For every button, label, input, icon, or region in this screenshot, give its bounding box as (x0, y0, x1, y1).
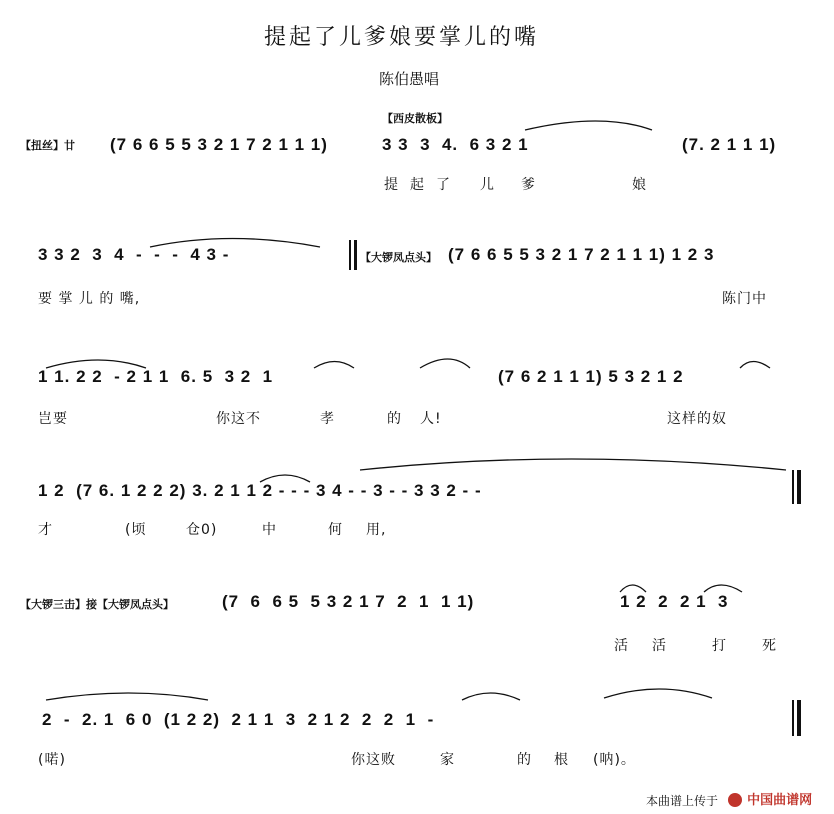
lyric: 用, (366, 522, 387, 538)
score-line-5: (7 6 6 5 5 3 2 1 7 2 1 1 1) (222, 592, 475, 611)
score-line-4: 1 2 (7 6. 1 2 2 2) 3. 2 1 1 2 - - - 3 4 - - 3 - - 3 3 2 - - (38, 481, 482, 500)
lyric: (呐)。 (593, 752, 636, 768)
slur (604, 689, 712, 698)
slur (462, 693, 520, 700)
page-title: 提起了儿爹娘要掌儿的嘴 (264, 25, 540, 50)
singer-credit: 陈伯愚唱 (379, 70, 440, 88)
score-line-3: 1 1. 2 2 - 2 1 1 6. 5 3 2 1 (38, 367, 274, 386)
score-line-6: 2 - 2. 1 6 0 (1 2 2) 2 1 1 3 2 1 2 2 2 1 - (42, 710, 435, 729)
slur (740, 362, 770, 369)
lyric: (喏) (38, 752, 66, 768)
slur (420, 359, 470, 368)
slur (360, 459, 786, 470)
lyric: 何 (328, 522, 343, 538)
row-1-label: 【扭丝】廿 (20, 139, 75, 152)
lyric: 的 (387, 411, 402, 427)
lyric: 家 (440, 752, 455, 768)
lyric: 活 (614, 638, 629, 654)
lyric: 你这不 (216, 411, 261, 427)
slur (46, 360, 146, 368)
lyric: 娘 (632, 177, 647, 193)
lyric: 岂要 (38, 411, 68, 427)
slur (620, 585, 646, 592)
lyric: 仓0) (186, 522, 218, 538)
lyric: 这样的奴 (667, 411, 727, 427)
slur (704, 585, 742, 592)
lyric: 了 (436, 177, 451, 193)
lyric: 打 (712, 638, 727, 654)
score-line-1: (7 6 6 5 5 3 2 1 7 2 1 1 1) (110, 135, 328, 154)
score-line-2: 3 3 2 3 4 - - - 4 3 - (38, 245, 230, 264)
lyric: 儿 (480, 177, 495, 193)
upload-note: 本曲谱上传于 (646, 794, 719, 808)
tempo-mark: 【西皮散板】 (382, 112, 448, 125)
lyric: 要 掌 儿 的 嘴, (38, 291, 141, 307)
slur (260, 475, 310, 482)
score-line-1c: (7. 2 1 1 1) (682, 135, 777, 154)
slur (46, 693, 208, 700)
lyric: 的 (517, 752, 532, 768)
slur (314, 362, 354, 369)
lyric: (顷 (125, 522, 147, 538)
row-2-label: 【大锣凤点头】 (360, 251, 437, 264)
row-5-label: 【大锣三击】接【大锣凤点头】 (20, 598, 174, 611)
site-name: 中国曲谱网 (747, 793, 813, 808)
site-logo (728, 789, 812, 808)
lyric: 你这败 (351, 752, 396, 768)
lyric: 爹 (521, 177, 536, 193)
lyric: 才 (38, 522, 53, 538)
lyric: 死 (762, 638, 777, 654)
score-line-3b: (7 6 2 1 1 1) 5 3 2 1 2 (498, 367, 684, 386)
lyric: 起 (410, 177, 425, 193)
lyric: 提 (384, 177, 399, 193)
site-logo-icon (728, 793, 742, 807)
lyric: 孝 (320, 411, 335, 427)
lyric: 人! (420, 411, 442, 427)
score-line-5b: 1 2 2 2 1 3 (620, 592, 729, 611)
slur (525, 121, 652, 130)
lyric: 活 (652, 638, 667, 654)
lyric: 中 (262, 522, 277, 538)
slur (150, 239, 320, 248)
score-line-1b: 3 3 3 4. 6 3 2 1 (382, 135, 529, 154)
lyric: 根 (554, 752, 569, 768)
score-line-2b: (7 6 6 5 5 3 2 1 7 2 1 1 1) 1 2 3 (448, 245, 715, 264)
lyric: 陈门中 (722, 291, 767, 307)
